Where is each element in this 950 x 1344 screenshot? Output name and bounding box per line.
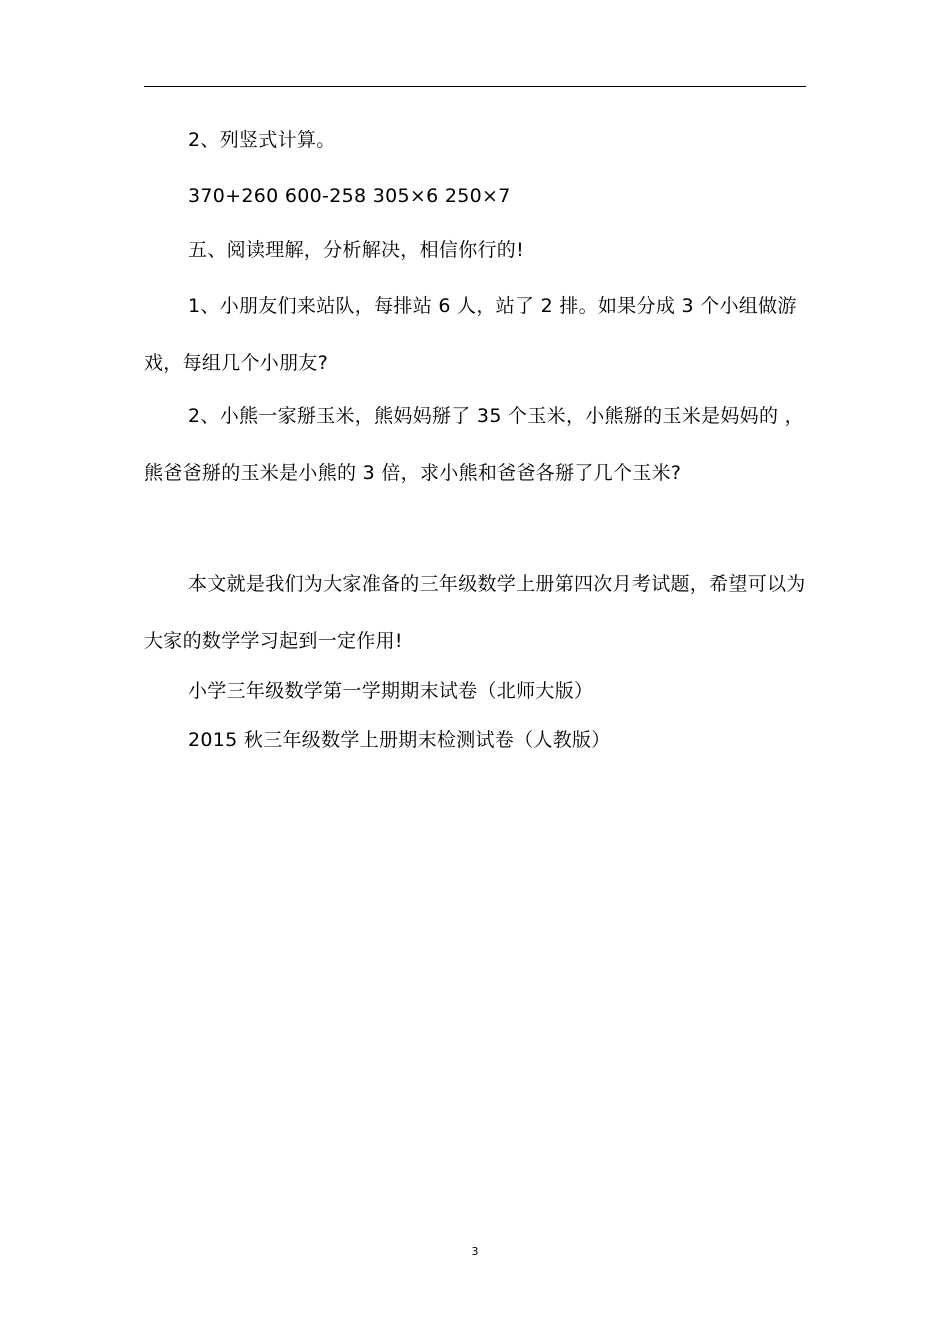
section-five-heading: 五、阅读理解，分析解决，相信你行的! bbox=[188, 239, 525, 261]
page-number: 3 bbox=[471, 1245, 479, 1258]
related-link-2[interactable]: 2015 秋三年级数学上册期末检测试卷（人教版） bbox=[188, 729, 611, 751]
word-problem-1: 1、小朋友们来站队，每排站 6 人，站了 2 排。如果分成 3 个小组做游戏，每组几个小朋友? bbox=[144, 295, 797, 374]
related-link-1[interactable]: 小学三年级数学第一学期期末试卷（北师大版） bbox=[188, 680, 594, 702]
header-rule bbox=[144, 86, 806, 87]
closing-paragraph: 本文就是我们为大家准备的三年级数学上册第四次月考试题，希望可以为大家的数学学习起到一定作用! bbox=[144, 573, 806, 652]
word-problem-2: 2、小熊一家掰玉米，熊妈妈掰了 35 个玉米，小熊掰的玉米是妈妈的 ，熊爸爸掰的玉米是小熊的 3 倍，求小熊和爸爸各掰了几个玉米? bbox=[144, 405, 804, 484]
question-2-vertical-calculation: 2、列竖式计算。 bbox=[188, 129, 336, 151]
calculation-expressions: 370+260 600-258 305×6 250×7 bbox=[188, 185, 511, 207]
